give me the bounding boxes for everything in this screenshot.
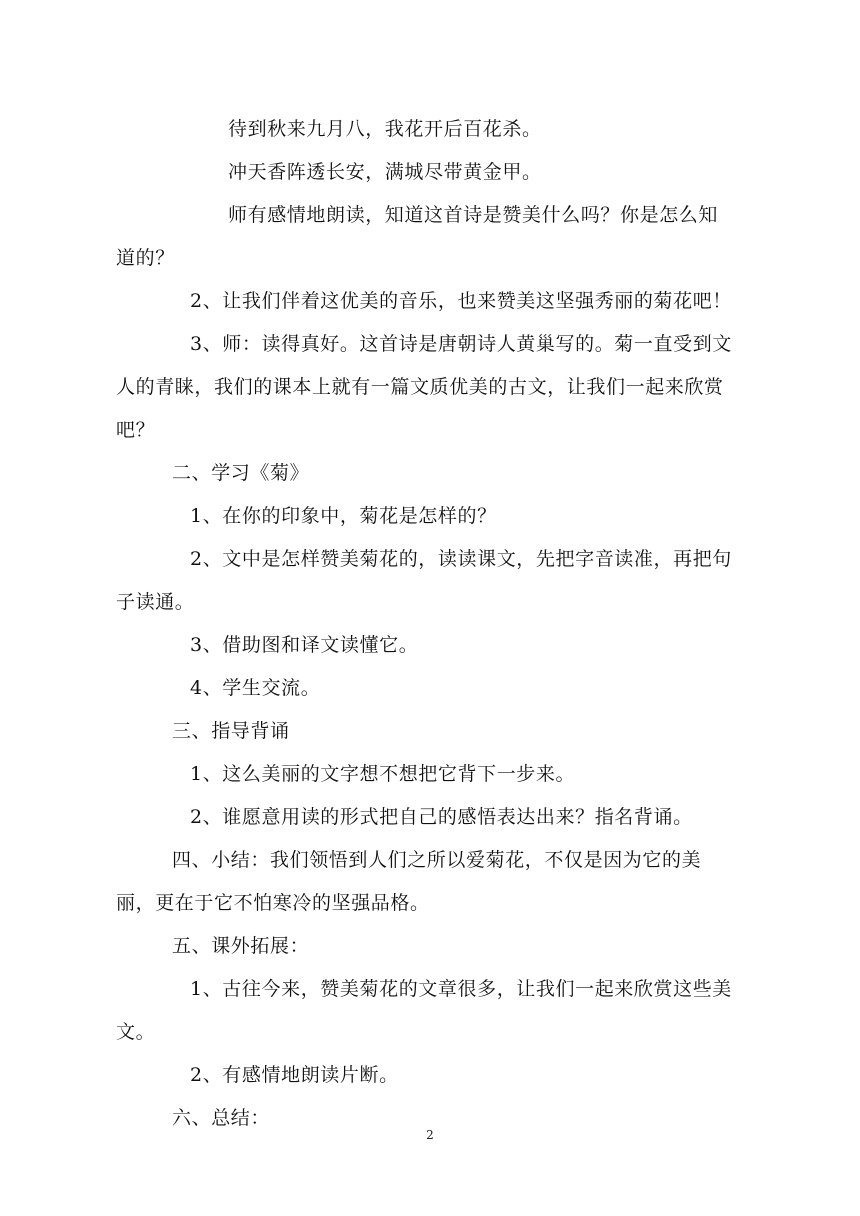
list-item: 2、有感情地朗读片断。 bbox=[190, 1064, 399, 1086]
paragraph: 师有感情地朗读，知道这首诗是赞美什么吗？你是怎么知道的？ bbox=[116, 204, 719, 269]
list-item: 1、这么美丽的文字想不想把它背下一步来。 bbox=[190, 763, 576, 785]
list-item: 4、学生交流。 bbox=[190, 677, 321, 699]
section-heading: 二、学习《菊》 bbox=[172, 462, 310, 484]
section-heading: 三、指导背诵 bbox=[172, 720, 290, 742]
page-number: 2 bbox=[426, 1128, 434, 1142]
list-item: 2、文中是怎样赞美菊花的，读读课文，先把字音读准，再把句子读通。 bbox=[116, 548, 732, 613]
list-item: 1、在你的印象中，菊花是怎样的？ bbox=[190, 505, 497, 527]
paragraph: 2、让我们伴着这优美的音乐，也来赞美这坚强秀丽的菊花吧！ bbox=[190, 290, 732, 312]
section-heading: 六、总结： bbox=[172, 1107, 271, 1129]
section-heading: 四、小结：我们领悟到人们之所以爱菊花，不仅是因为它的美丽，更在于它不怕寒冷的坚强品格。 bbox=[116, 849, 702, 914]
list-item: 2、谁愿意用读的形式把自己的感悟表达出来？指名背诵。 bbox=[190, 806, 693, 828]
poem-line-2: 冲天香阵透长安，满城尽带黄金甲。 bbox=[228, 161, 542, 183]
paragraph: 3、师：读得真好。这首诗是唐朝诗人黄巢写的。菊一直受到文人的青睐，我们的课本上就有一篇文质优美的古文，让我们一起来欣赏吧？ bbox=[116, 333, 732, 441]
list-item: 1、古往今来，赞美菊花的文章很多，让我们一起来欣赏这些美文。 bbox=[116, 978, 732, 1043]
poem-line-1: 待到秋来九月八，我花开后百花杀。 bbox=[228, 118, 542, 140]
section-heading: 五、课外拓展： bbox=[172, 935, 310, 957]
list-item: 3、借助图和译文读懂它。 bbox=[190, 634, 419, 656]
document-body bbox=[116, 108, 736, 1140]
